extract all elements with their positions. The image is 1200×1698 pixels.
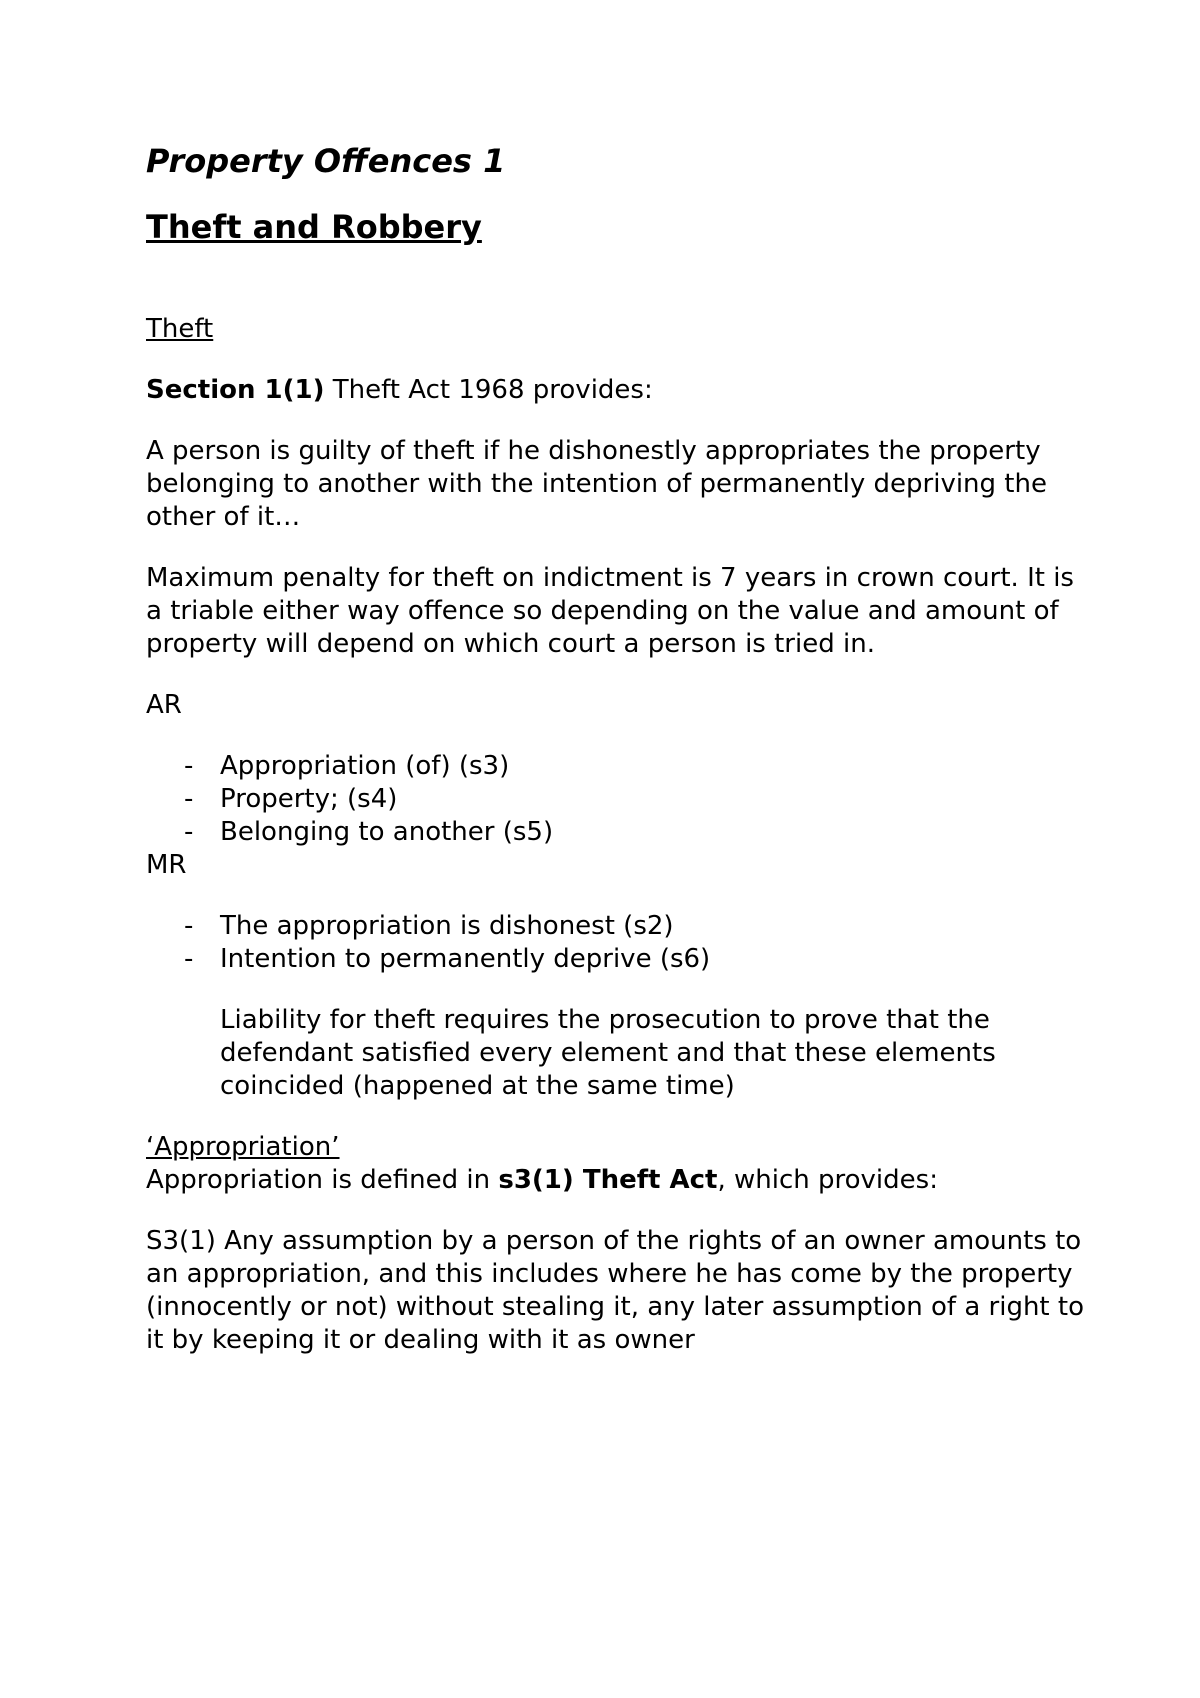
list-item [146,910,1086,943]
bullet-dash: - [184,784,194,814]
liability-paragraph: Liability for theft requires the prosecution to prove that the defendant satisfied every element and that these elements coincided (happened at the same time) [220,1005,996,1101]
appropriation-heading: ‘Appropriation’ [146,1132,340,1162]
appropriation-definition [146,1164,1086,1197]
bullet-dash: - [184,944,194,974]
theft-definition: A person is guilty of theft if he dishonestly appropriates the property belonging to another with the intention of permanently depriving the other of it… [146,436,1047,532]
list-item-text: Property; (s4) [220,784,398,814]
list-item-text: The appropriation is dishonest (s2) [220,911,674,941]
bullet-dash: - [184,751,194,781]
document-body [146,141,1086,1357]
ar-label: AR [146,690,182,720]
list-item-text: Intention to permanently deprive (s6) [220,944,711,974]
theft-heading: Theft [146,314,214,344]
section-reference-bold: Section 1(1) [146,375,325,405]
bullet-dash: - [184,911,194,941]
appropriation-statute-bold: s3(1) Theft Act [498,1165,718,1195]
list-item [146,750,1086,783]
list-item [146,816,1086,849]
appropriation-pre-text: Appropriation is defined in [146,1165,499,1195]
document-subtitle: Theft and Robbery [146,208,482,246]
ar-list [146,750,1086,849]
s3-paragraph: S3(1) Any assumption by a person of the rights of an owner amounts to an appropriation, and this includes where he has come by the property (innocently or not) without stealing it, any later assumption of a right to it by keeping it or dealing with it as owner [146,1226,1084,1355]
appropriation-post-text: , which provides: [717,1165,938,1195]
list-item [146,943,1086,976]
list-item [146,783,1086,816]
list-item-text: Belonging to another (s5) [220,817,554,847]
list-item-text: Appropriation (of) (s3) [220,751,510,781]
mr-list [146,910,1086,976]
mr-label: MR [146,850,187,880]
penalty-paragraph: Maximum penalty for theft on indictment is 7 years in crown court. It is a triable either way offence so depending on the value and amount of property will depend on which court a person is tried in. [146,563,1074,659]
document-title: Property Offences 1 [146,142,506,180]
section-reference [146,374,1086,407]
section-reference-text: Theft Act 1968 provides: [324,375,653,405]
bullet-dash: - [184,817,194,847]
